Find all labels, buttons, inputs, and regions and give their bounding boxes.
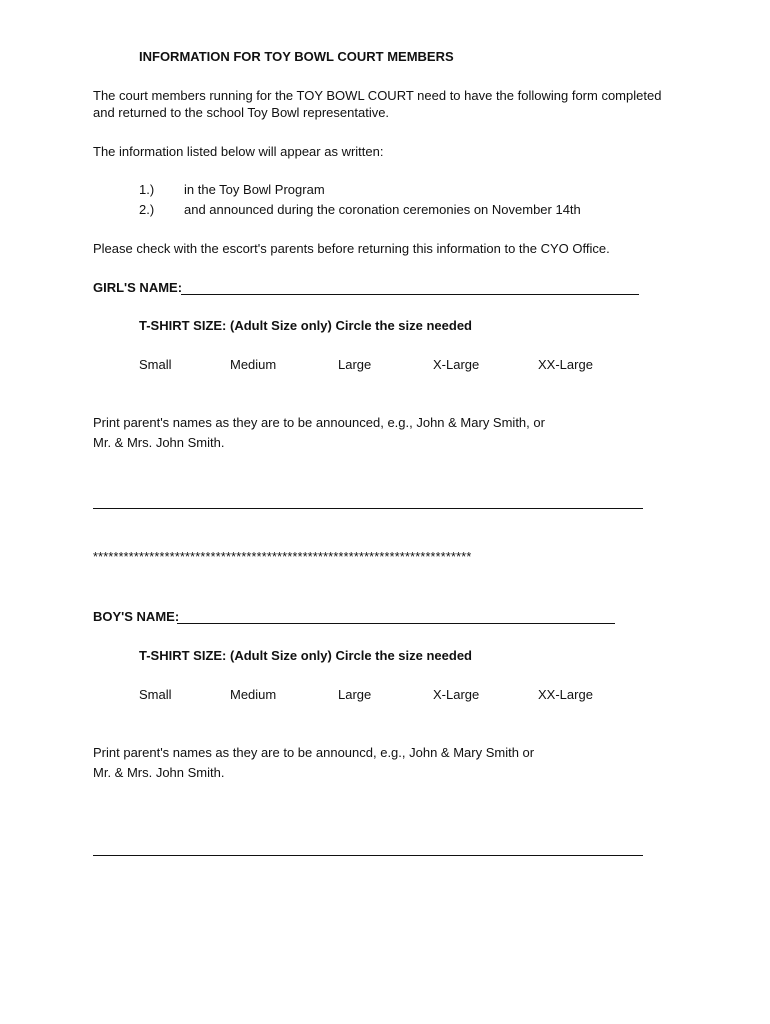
intro-text-line-1: The court members running for the TOY BOWL COURT need to have the following form completed xyxy=(93,88,662,103)
list-item-1: in the Toy Bowl Program xyxy=(184,182,325,197)
girl-parent-instruction-line-2: Mr. & Mrs. John Smith. xyxy=(93,435,225,450)
girl-tshirt-label: T-SHIRT SIZE: (Adult Size only) Circle the size needed xyxy=(139,318,472,333)
girl-parent-instruction-line-1: Print parent's names as they are to be announced, e.g., John & Mary Smith, or xyxy=(93,415,545,430)
form-title: INFORMATION FOR TOY BOWL COURT MEMBERS xyxy=(139,49,454,64)
girl-size-large[interactable]: Large xyxy=(338,357,372,372)
list-number-1: 1.) xyxy=(139,182,155,197)
boy-parent-instruction-line-1: Print parent's names as they are to be announcd, e.g., John & Mary Smith or xyxy=(93,745,535,760)
section-separator: ************************************************************************** xyxy=(93,550,472,564)
boy-parent-names-blank-line[interactable] xyxy=(93,855,643,856)
boy-size-large[interactable]: Large xyxy=(338,687,372,702)
boy-size-small[interactable]: Small xyxy=(139,687,172,702)
boy-parent-instruction-line-2: Mr. & Mrs. John Smith. xyxy=(93,765,225,780)
boy-size-xx-large[interactable]: XX-Large xyxy=(538,687,593,702)
girl-size-x-large[interactable]: X-Large xyxy=(433,357,480,372)
boy-size-medium[interactable]: Medium xyxy=(230,687,277,702)
girl-parent-names-blank-line[interactable] xyxy=(93,508,643,509)
list-number-2: 2.) xyxy=(139,202,155,217)
intro-text-line-2: and returned to the school Toy Bowl representative. xyxy=(93,105,390,120)
boy-size-x-large[interactable]: X-Large xyxy=(433,687,480,702)
girl-size-medium[interactable]: Medium xyxy=(230,357,277,372)
girl-size-small[interactable]: Small xyxy=(139,357,172,372)
boy-tshirt-label: T-SHIRT SIZE: (Adult Size only) Circle the size needed xyxy=(139,648,472,663)
girl-name-label: GIRL'S NAME: xyxy=(93,280,183,295)
info-lead-text: The information listed below will appear as written: xyxy=(93,144,384,159)
boy-name-blank-line[interactable] xyxy=(177,623,615,624)
girl-name-blank-line[interactable] xyxy=(181,294,639,295)
girl-size-xx-large[interactable]: XX-Large xyxy=(538,357,593,372)
check-note: Please check with the escort's parents before returning this information to the CYO Office. xyxy=(93,241,610,256)
boy-name-label: BOY'S NAME: xyxy=(93,609,180,624)
list-item-2: and announced during the coronation ceremonies on November 14th xyxy=(184,202,581,217)
